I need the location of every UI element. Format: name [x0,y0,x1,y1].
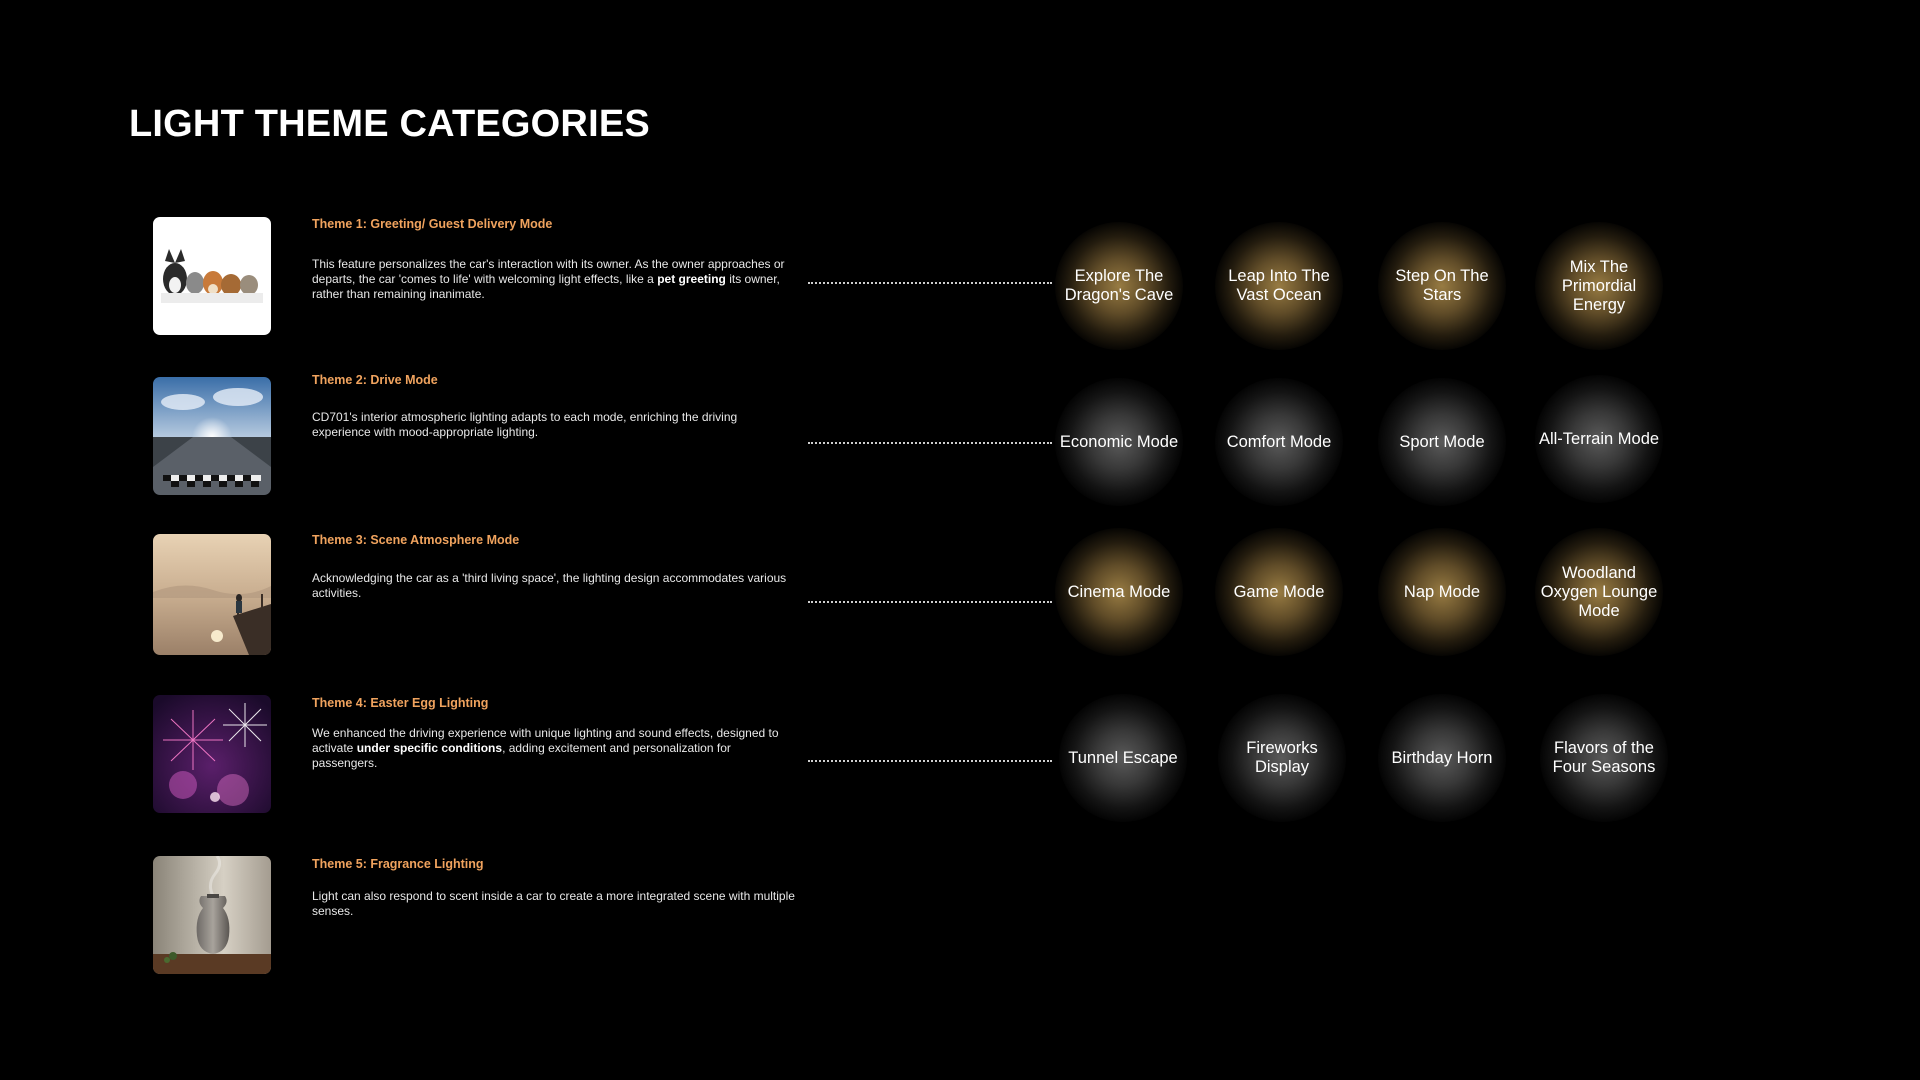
dotted-connector [808,760,1052,762]
dotted-connector [808,282,1052,284]
theme-row-2 [0,373,1920,503]
mode-orb[interactable]: Mix The Primordial Energy [1535,222,1663,350]
page-title: LIGHT THEME CATEGORIES [129,103,650,145]
mode-orb[interactable]: Explore The Dragon's Cave [1055,222,1183,350]
theme-description-highlight: under specific conditions [356,741,503,755]
theme-description: We enhanced the driving experience with unique lighting and sound effects, designed to activate under specific conditions, adding excitement and personalization for passengers. [312,726,779,770]
theme-description: This feature personalizes the car's interaction with its owner. As the owner approaches or departs, the car 'comes to life' with welcoming light effects, like a pet greeting its owner, rather than remaining inanimate. [312,257,785,301]
fireworks-photo [153,695,271,813]
dotted-connector [808,442,1052,444]
theme-title: Theme 2: Drive Mode [312,373,438,387]
race-track-photo [153,377,271,495]
diffuser-graphic [153,856,271,974]
theme-row-3 [0,533,1920,663]
mode-orb[interactable]: Tunnel Escape [1059,694,1187,822]
dotted-connector [808,601,1052,603]
theme-description: Light can also respond to scent inside a car to create a more integrated scene with multiple senses. [312,889,795,918]
theme-description: Acknowledging the car as a 'third living space', the lighting design accommodates various activities. [312,571,787,600]
mode-orb[interactable]: Comfort Mode [1215,378,1343,506]
mode-orb[interactable]: Woodland Oxygen Lounge Mode [1535,528,1663,656]
mode-orb[interactable]: Fireworks Display [1218,694,1346,822]
fireworks-graphic [153,695,271,813]
mode-orb[interactable]: Flavors of the Four Seasons [1540,694,1668,822]
theme-description: CD701's interior atmospheric lighting adapts to each mode, enriching the driving experience with mood-appropriate lighting. [312,410,738,439]
mode-orb[interactable]: Game Mode [1215,528,1343,656]
theme-title: Theme 3: Scene Atmosphere Mode [312,533,520,547]
mode-orb[interactable]: Sport Mode [1378,378,1506,506]
theme-row-4 [0,696,1920,826]
diffuser-photo [153,856,271,974]
theme-title: Theme 4: Easter Egg Lighting [312,696,489,710]
theme-row-5 [0,857,1920,987]
pets-photo-graphic [153,217,271,335]
mode-orb[interactable]: Leap Into The Vast Ocean [1215,222,1343,350]
theme-title: Theme 5: Fragrance Lighting [312,857,484,871]
theme-row-1 [0,217,1920,347]
lake-sunrise-photo [153,534,271,655]
mode-orb[interactable]: Birthday Horn [1378,694,1506,822]
race-track-graphic [153,377,271,495]
mode-orb[interactable]: Economic Mode [1055,378,1183,506]
mode-orb[interactable]: All-Terrain Mode [1535,375,1663,503]
mode-orb[interactable]: Cinema Mode [1055,528,1183,656]
lake-sunrise-graphic [153,534,271,655]
pets-photo [153,217,271,335]
theme-description-highlight: pet greeting [657,272,726,286]
mode-orb[interactable]: Step On The Stars [1378,222,1506,350]
theme-title: Theme 1: Greeting/ Guest Delivery Mode [312,217,553,231]
mode-orb[interactable]: Nap Mode [1378,528,1506,656]
